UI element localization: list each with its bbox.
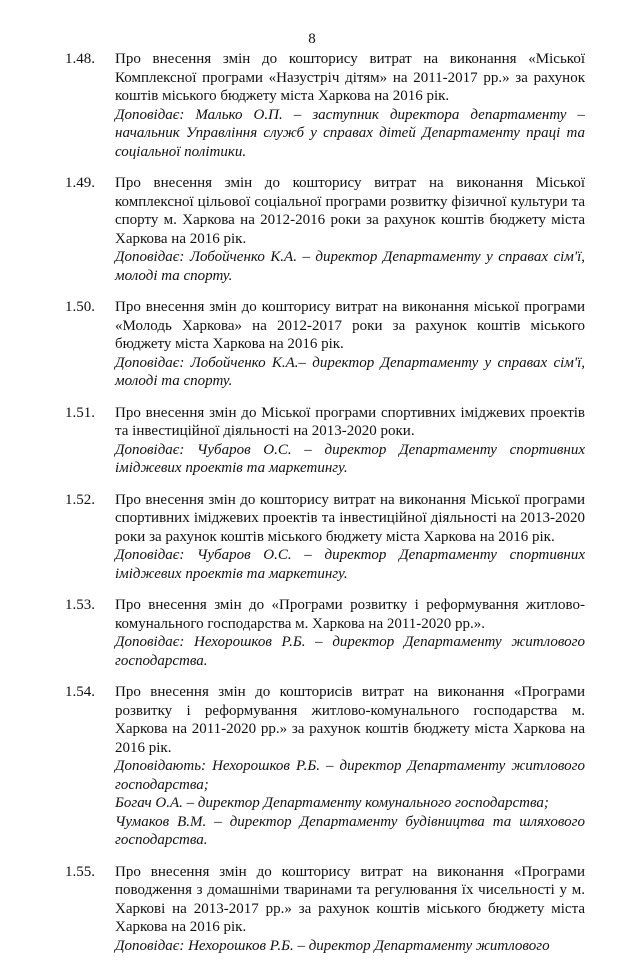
agenda-item-body (115, 404, 585, 478)
agenda-item-body (115, 491, 585, 584)
agenda-item-body (115, 298, 585, 391)
agenda-item-number: 1.49. (65, 175, 95, 191)
agenda-item-title: Про внесення змін до кошторису витрат на виконання «Програми поводження з домашніми тваринами та регулювання їх чисельності у м. Харкові на 2013-2017 рр.» за рахунок коштів міського бюджету міста Харкова на 2016 рік. (115, 863, 585, 935)
agenda-item (0, 298, 624, 391)
agenda-item-speaker: Доповідають: Нехорошков Р.Б. – директор Департаменту житлового господарства; (115, 758, 585, 793)
agenda-item (0, 404, 624, 478)
agenda-item-body (115, 596, 585, 670)
agenda-item-number: 1.52. (65, 491, 95, 508)
agenda-item-title: Про внесення змін до кошторису витрат на виконання Міської комплексної цільової соціальної програми розвитку фізичної культури та спорту м. Харкова на 2012-2016 роки за рахунок коштів бюджету міста Харкова на 2016 рік. (115, 175, 585, 247)
agenda-item-number: 1.55. (65, 863, 95, 880)
page-number: 8 (308, 31, 316, 47)
agenda-item-body (115, 863, 585, 956)
agenda-item-number: 1.50. (65, 299, 95, 315)
agenda-item-speaker: Доповідає: Лобойченко К.А.– директор Департаменту у справах сім'ї, молоді та спорту. (115, 354, 585, 389)
agenda-item-speaker: Доповідає: Чубаров О.С. – директор Департаменту спортивних іміджевих проектів та маркетингу. (115, 547, 585, 582)
agenda-item-speaker: Доповідає: Малько О.П. – заступник директора департаменту – начальник Управління служб у справах дітей Департаменту праці та соціальної політики. (115, 106, 585, 160)
agenda-item-speaker: Доповідає: Нехорошков Р.Б. – директор Департаменту житлового господарства. (115, 634, 585, 669)
agenda-item-title: Про внесення змін до «Програми розвитку і реформування житлово-комунального господарства м. Харкова на 2011-2020 рр.». (115, 597, 585, 632)
agenda-item-speaker: Чумаков В.М. – директор Департаменту будівництва та шляхового господарства. (115, 813, 585, 848)
agenda-item-number: 1.53. (65, 597, 95, 613)
agenda-item-speaker: Богач О.А. – директор Департаменту комунального господарства; (115, 795, 549, 811)
agenda-item-speaker: Доповідає: Нехорошков Р.Б. – директор Департаменту житлового (115, 937, 550, 954)
agenda-item (0, 683, 624, 850)
agenda-item (0, 50, 624, 161)
agenda-item-number: 1.51. (65, 404, 95, 421)
agenda-item-number: 1.54. (65, 684, 95, 700)
agenda-item-speaker: Доповідає: Лобойченко К.А. – директор Департаменту у справах сім'ї, молоді та спорту. (115, 249, 585, 284)
agenda-item-title: Про внесення змін до кошторисів витрат на виконання «Програми розвитку і реформування житлово-комунального господарства м. Харкова на 2011-2020 рр.» за рахунок коштів бюджету міста Харкова на 2016 рік. (115, 684, 585, 756)
agenda-item-title: Про внесення змін до Міської програми спортивних іміджевих проектів та інвестиційної діяльності на 2013-2020 роки. (115, 404, 585, 439)
agenda-item (0, 174, 624, 285)
agenda-item (0, 596, 624, 670)
agenda-item-title: Про внесення змін до кошторису витрат на виконання Міської програми спортивних іміджевих проектів та інвестиційної діяльності на 2013-2020 роки за рахунок коштів міського бюджету міста Харкова на 2016 рік. (115, 491, 585, 545)
agenda-item-body (115, 683, 585, 850)
agenda-item-title: Про внесення змін до кошторису витрат на виконання «Міської Комплексної програми «Назустріч дітям» на 2011-2017 рр.» за рахунок коштів міського бюджету міста Харкова на 2016 рік. (115, 51, 585, 104)
agenda-item-speaker: Доповідає: Чубаров О.С. – директор Департаменту спортивних іміджевих проектів та маркетингу. (115, 441, 585, 476)
agenda-item-body (115, 174, 585, 285)
agenda-item-number: 1.48. (65, 51, 95, 67)
agenda-item (0, 863, 624, 956)
agenda-item-title: Про внесення змін до кошторису витрат на виконання міської програми «Молодь Харкова» на 2012-2017 роки за рахунок коштів міського бюджету міста Харкова на 2016 рік. (115, 299, 585, 352)
agenda-list (0, 50, 624, 968)
agenda-item (0, 491, 624, 584)
agenda-item-body (115, 50, 585, 161)
